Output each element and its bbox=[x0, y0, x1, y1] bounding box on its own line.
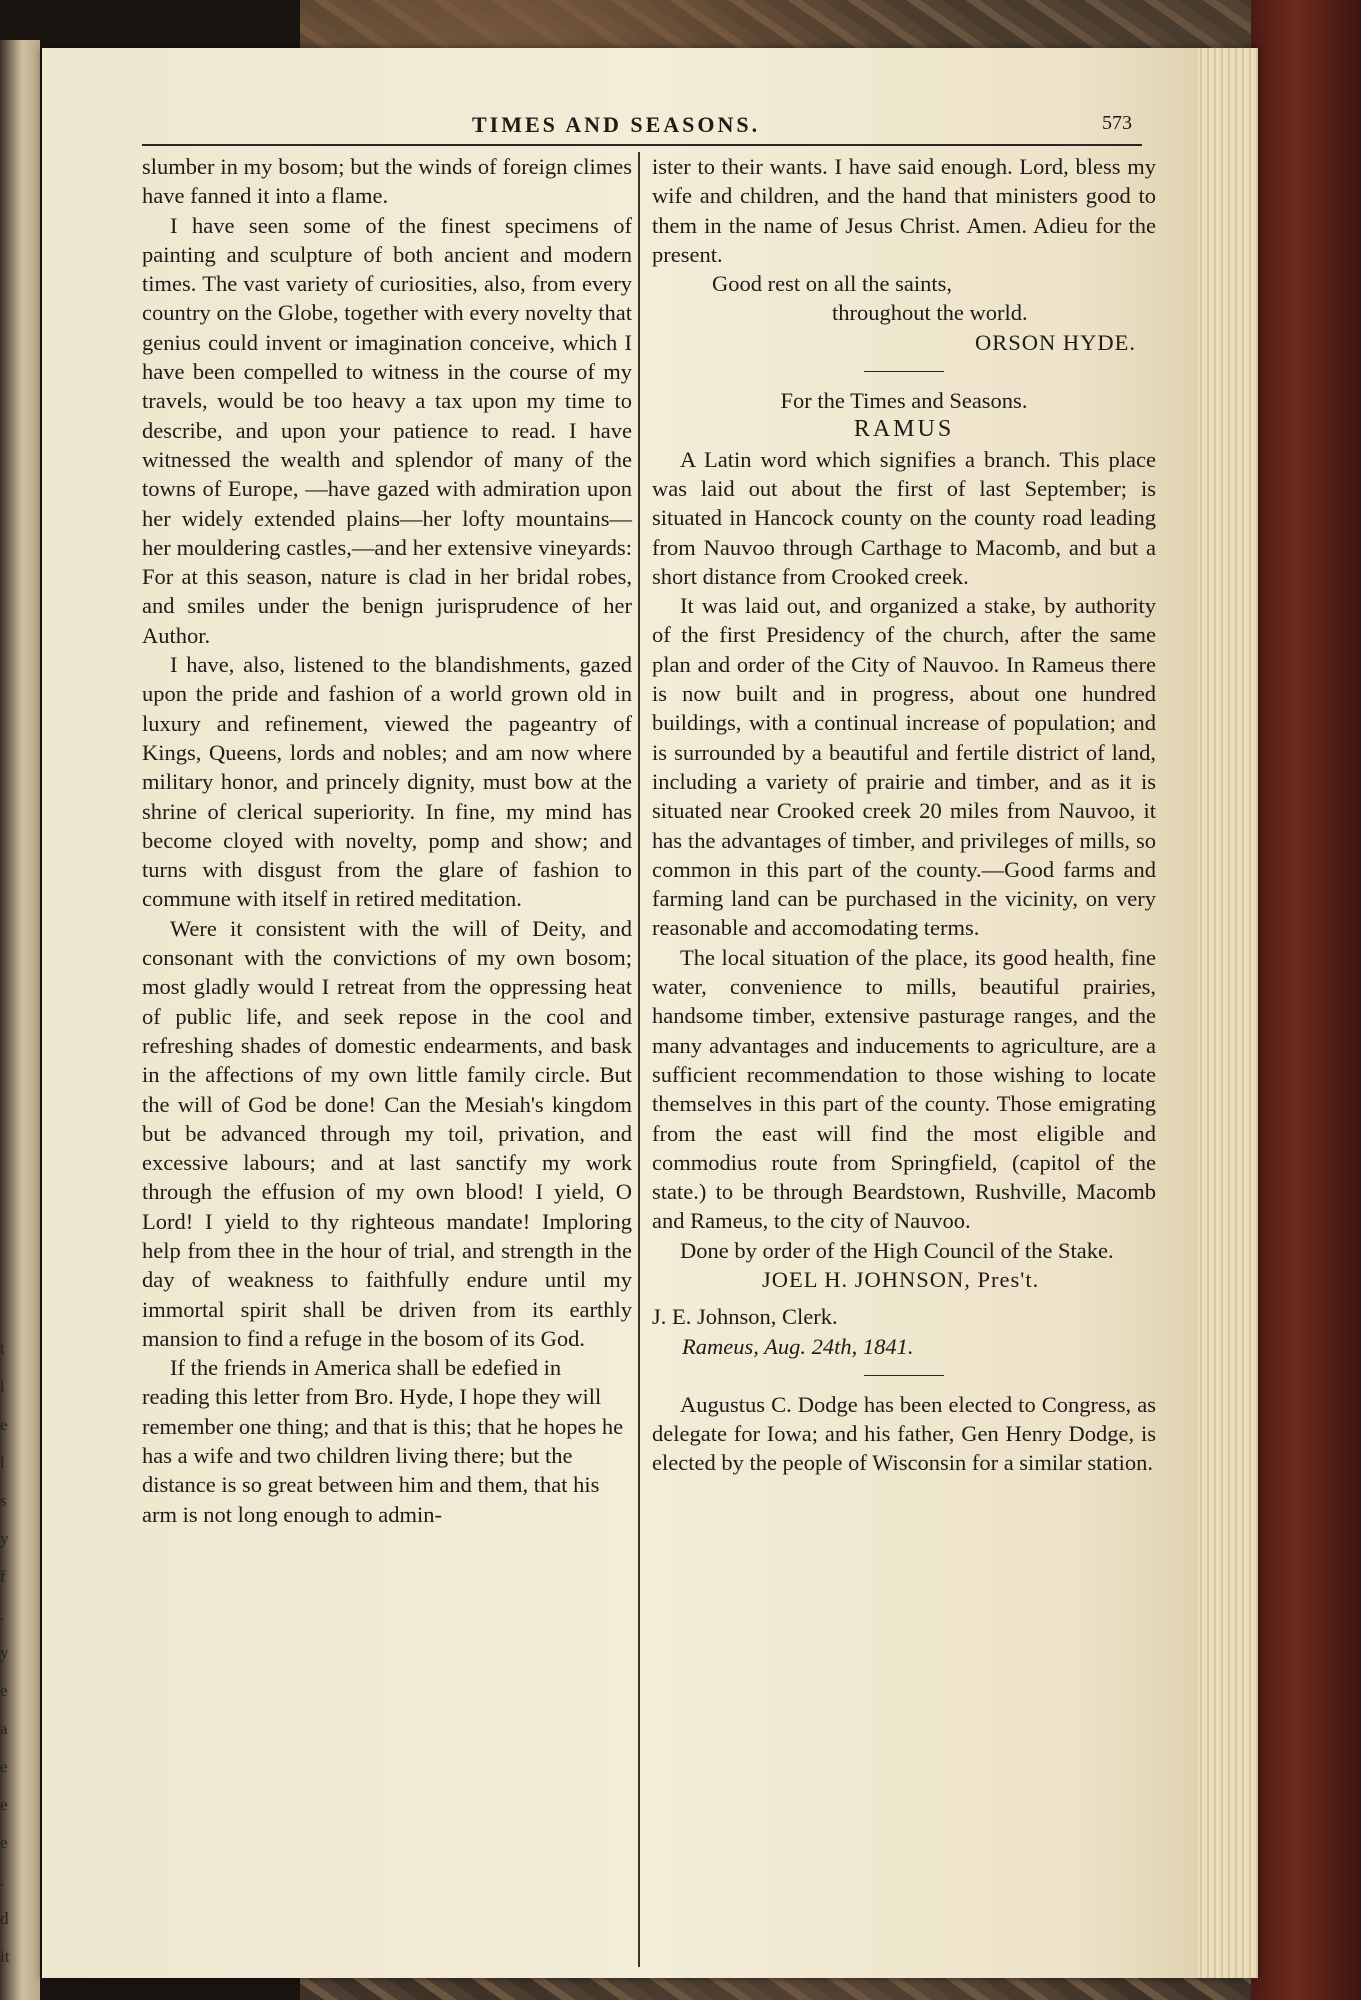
left-column bbox=[142, 152, 632, 1529]
letter-signature: ORSON HYDE. bbox=[974, 329, 1136, 355]
dateline: Rameus, Aug. 24th, 1841. bbox=[682, 1333, 914, 1359]
fragment: s bbox=[0, 1491, 7, 1510]
paragraph: If the friends in America shall be edefied in reading this letter from Bro. Hyde, I hope they will remember one thing; and that is this; that he hopes he has a wife and two children living there; but the distance is so great between him and them, that his arm is not long enough to admin- bbox=[142, 1355, 624, 1527]
paragraph: I have, also, listened to the blandishments, gazed upon the pride and fashion of a world grown old in luxury and refinement, viewed the pageantry of Kings, Queens, lords and nobles; and am now where military honor, and princely dignity, must bow at the shrine of clerical superiority. In fine, my mind has become cloyed with novelty, pomp and show; and turns with disgust from the glare of fashion to commune with itself in retired meditation. bbox=[142, 652, 632, 912]
page-stack-edge bbox=[1198, 48, 1258, 1978]
book-page bbox=[42, 48, 1258, 1978]
news-item: Augustus C. Dodge has been elected to Congress, as delegate for Iowa; and his father, Gen Henry Dodge, is elected by the people of Wisconsin for a similar station. bbox=[652, 1391, 1156, 1476]
header-title: TIMES AND SEASONS. bbox=[472, 112, 761, 137]
paragraph: Were it consistent with the will of Deity, and consonant with the convictions of my own bosom; most gladly would I retreat from the oppressing heat of public life, and seek repose in the cool and refreshing shades of domestic endearments, and bask in the affections of my own little family circle. But the will of God be done! Can the Mesiah's kingdom but be advanced through my toil, privation, and excessive labours; and at last sanctify my work through the effusion of my own blood! I yield, O Lord! I yield to thy righteous mandate! Imploring help from thee in the hour of trial, and strength in the day of weakness to faithfully endure until my immortal spirit shall be driven from its earthly mansion to find a refuge in the bosom of its God. bbox=[142, 915, 632, 1351]
paragraph: It was laid out, and organized a stake, by authority of the first Presidency of the church, after the same plan and order of the City of Nauvoo. In Rameus there is now built and in progress, about one hundred buildings, with a continual increase of population; and is surrounded by a beautiful and fertile district of land, including a variety of prairie and timber, and as it is situated near Crooked creek 20 miles from Nauvoo, it has the advantages of timber, and privileges of mills, so common in this part of the county.—Good farms and farming land can be purchased in the vicinity, on very reasonable and accomodating terms. bbox=[652, 593, 1156, 941]
president-signature: JOEL H. JOHNSON, Pres't. bbox=[762, 1266, 1040, 1292]
running-header bbox=[142, 108, 1142, 146]
fragment: e bbox=[0, 1795, 8, 1814]
fragment: l bbox=[0, 1377, 5, 1396]
clerk-signature: J. E. Johnson, Clerk. bbox=[652, 1304, 838, 1330]
fragment: d bbox=[0, 1909, 9, 1928]
book-cover-edge bbox=[1251, 0, 1361, 2000]
section-rule bbox=[864, 1375, 944, 1376]
fragment: y bbox=[0, 1643, 9, 1662]
fragment: . bbox=[0, 1871, 5, 1890]
paragraph: slumber in my bosom; but the winds of foreign climes have fanned it into a flame. bbox=[142, 154, 632, 209]
fragment: it bbox=[0, 1947, 10, 1966]
fragment: e bbox=[0, 1757, 8, 1776]
paragraph: I have seen some of the finest specimens of painting and sculpture of both ancient and modern times. The vast variety of curiosities, also, from every country on the Globe, together with every novelty that genius could invent or imagination conceive, which I have been compelled to witness in the course of my travels, would be too heavy a tax upon my time to describe, and upon your patience to read. I have witnessed the wealth and splendor of many of the towns of Europe, —have gazed with admiration upon her widely extended plains—her lofty mountains—her mouldering castles,—and her extensive vineyards: For at this season, nature is clad in her bridal robes, and smiles under the benign jurisprudence of her Author. bbox=[142, 212, 632, 648]
paragraph: The local situation of the place, its good health, fine water, convenience to mills, beautiful prairies, handsome timber, extensive pasturage ranges, and the many advantages and inducements to agriculture, are a sufficient recommendation to those wishing to locate themselves in this part of the county. Those emigrating from the east will find the most eligible and commodius route from Springfield, (capitol of the state.) to be through Beardstown, Rushville, Macomb and Rameus, to the city of Nauvoo. bbox=[652, 944, 1156, 1234]
fragment: e bbox=[0, 1681, 8, 1700]
facing-page-edge bbox=[0, 40, 40, 2000]
paragraph: A Latin word which signifies a branch. This place was laid out about the first of last September; is situated in Hancock county on the county road leading from Nauvoo through Carthage to Macomb, and but a short distance from Crooked creek. bbox=[652, 446, 1156, 589]
letter-closing: ister to their wants. I have said enough. Lord, bless my wife and children, and the hand that ministers good to them in the name of Jesus Christ. Amen. Adieu for the present. bbox=[652, 154, 1156, 267]
fragment: a bbox=[0, 1719, 8, 1738]
section-rule bbox=[864, 371, 944, 372]
right-column bbox=[652, 152, 1156, 1478]
article-title: RAMUS bbox=[853, 416, 955, 443]
closing-verse-line: throughout the world. bbox=[832, 300, 1028, 326]
facing-page-fragments bbox=[0, 1330, 18, 1976]
closing-verse-line: Good rest on all the saints, bbox=[712, 271, 952, 297]
fragment: . bbox=[0, 1605, 5, 1624]
fragment: t bbox=[0, 1339, 5, 1358]
column-divider bbox=[638, 152, 640, 1967]
fragment: y bbox=[0, 1529, 9, 1548]
page-number: 573 bbox=[1102, 112, 1132, 134]
fragment: f bbox=[0, 1567, 6, 1586]
fragment: l bbox=[0, 1453, 5, 1472]
fragment: e bbox=[0, 1415, 8, 1434]
paragraph: Done by order of the High Council of the Stake. bbox=[680, 1237, 1114, 1263]
section-source-line: For the Times and Seasons. bbox=[780, 388, 1028, 414]
fragment: e bbox=[0, 1833, 8, 1852]
